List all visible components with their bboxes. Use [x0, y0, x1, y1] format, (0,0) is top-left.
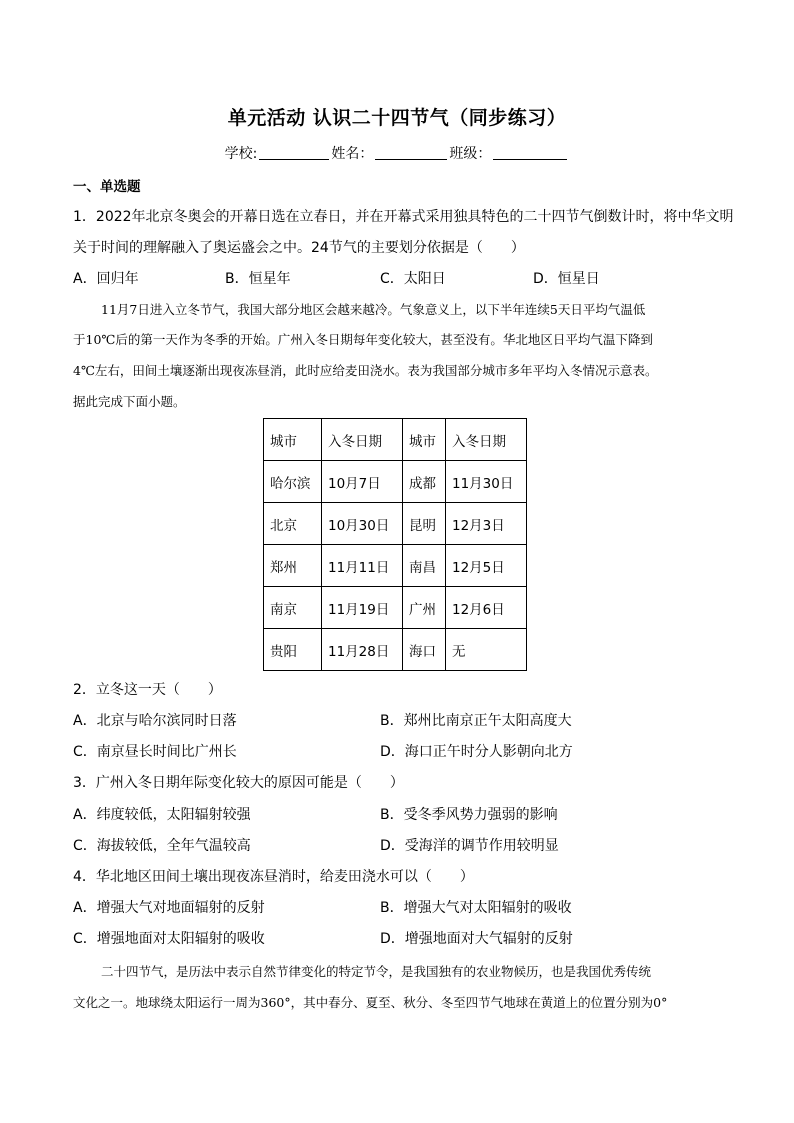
q2-option-a[interactable]: A．北京与哈尔滨同时日落 — [73, 713, 237, 729]
table-cell: 哈尔滨 — [264, 461, 322, 503]
passage-1-line-1: 11月7日进入立冬节气，我国大部分地区会越来越冷。气象意义上，以下半年连续5天日平均气温低 — [101, 302, 646, 317]
table-row — [264, 545, 527, 587]
table-header: 入冬日期 — [446, 419, 527, 461]
question-4-stem: 4．华北地区田间土壤出现夜冻昼消时，给麦田浇水可以（ ） — [73, 869, 474, 885]
q1-option-a[interactable]: A．回归年 — [73, 271, 139, 287]
passage-1-line-2: 于10℃后的第一天作为冬季的开始。广州入冬日期每年变化较大，甚至没有。华北地区日平均气温下降到 — [73, 332, 653, 347]
table-cell: 广州 — [403, 587, 446, 629]
table-cell: 10月7日 — [322, 461, 403, 503]
table-cell: 海口 — [403, 629, 446, 671]
q1-option-d[interactable]: D．恒星日 — [533, 271, 600, 287]
passage-2-line-1: 二十四节气，是历法中表示自然节律变化的特定节令，是我国独有的农业物候历，也是我国优秀传统 — [101, 964, 652, 979]
table-row — [264, 587, 527, 629]
table-header-row — [264, 419, 527, 461]
table-cell: 南京 — [264, 587, 322, 629]
q3-option-b[interactable]: B．受冬季风势力强弱的影响 — [380, 807, 558, 823]
q1-option-c[interactable]: C．太阳日 — [380, 271, 446, 287]
q3-option-a[interactable]: A．纬度较低，太阳辐射较强 — [73, 807, 251, 823]
table-cell: 昆明 — [403, 503, 446, 545]
school-label: 学校: — [224, 146, 258, 162]
table-row — [264, 503, 527, 545]
table-cell: 12月6日 — [446, 587, 527, 629]
table-cell: 12月3日 — [446, 503, 527, 545]
q4-option-b[interactable]: B．增强大气对太阳辐射的吸收 — [380, 900, 572, 916]
table-row — [264, 461, 527, 503]
q2-option-c[interactable]: C．南京昼长时间比广州长 — [73, 744, 237, 760]
class-blank[interactable] — [493, 145, 567, 160]
question-1-line-2: 关于时间的理解融入了奥运盛会之中。24节气的主要划分依据是（ ） — [73, 240, 525, 256]
question-1-line-1: 1．2022年北京冬奥会的开幕日选在立春日，并在开幕式采用独具特色的二十四节气倒数计时，将中华文明 — [73, 209, 734, 225]
table-cell: 成都 — [403, 461, 446, 503]
q3-option-c[interactable]: C．海拔较低，全年气温较高 — [73, 838, 251, 854]
question-3-stem: 3．广州入冬日期年际变化较大的原因可能是（ ） — [73, 775, 404, 791]
passage-1-line-3: 4℃左右，田间土壤逐渐出现夜冻昼消，此时应给麦田浇水。表为我国部分城市多年平均入冬情况示意表。 — [73, 363, 658, 378]
table-cell: 11月19日 — [322, 587, 403, 629]
school-blank[interactable] — [259, 145, 329, 160]
q2-option-d[interactable]: D．海口正午时分人影朝向北方 — [380, 744, 573, 760]
section-heading: 一、单选题 — [73, 179, 141, 195]
q4-option-a[interactable]: A．增强大气对地面辐射的反射 — [73, 900, 265, 916]
table-cell: 11月11日 — [322, 545, 403, 587]
q4-option-d[interactable]: D．增强地面对大气辐射的反射 — [380, 931, 573, 947]
table-row — [264, 629, 527, 671]
table-cell: 贵阳 — [264, 629, 322, 671]
table-header: 入冬日期 — [322, 419, 403, 461]
table-header: 城市 — [264, 419, 322, 461]
table-cell: 郑州 — [264, 545, 322, 587]
table-cell: 11月30日 — [446, 461, 527, 503]
table-cell: 11月28日 — [322, 629, 403, 671]
q3-option-d[interactable]: D．受海洋的调节作用较明显 — [380, 838, 559, 854]
class-label: 班级： — [449, 146, 492, 162]
table-cell: 北京 — [264, 503, 322, 545]
question-2-stem: 2．立冬这一天（ ） — [73, 682, 222, 698]
passage-2-line-2: 文化之一。地球绕太阳运行一周为360°，其中春分、夏至、秋分、冬至四节气地球在黄道上的位置分别为0° — [73, 995, 668, 1010]
name-blank[interactable] — [375, 145, 447, 160]
name-label: 姓名： — [331, 146, 374, 162]
table-cell: 10月30日 — [322, 503, 403, 545]
q1-option-b[interactable]: B．恒星年 — [225, 271, 291, 287]
table-cell: 无 — [446, 629, 527, 671]
q4-option-c[interactable]: C．增强地面对太阳辐射的吸收 — [73, 931, 265, 947]
q2-option-b[interactable]: B．郑州比南京正午太阳高度大 — [380, 713, 572, 729]
table-header: 城市 — [403, 419, 446, 461]
winter-onset-table — [263, 418, 527, 671]
table-cell: 南昌 — [403, 545, 446, 587]
passage-1-line-4: 据此完成下面小题。 — [73, 394, 186, 409]
page-title: 单元活动 认识二十四节气（同步练习） — [227, 107, 567, 129]
student-info-line — [0, 143, 794, 163]
table-cell: 12月5日 — [446, 545, 527, 587]
